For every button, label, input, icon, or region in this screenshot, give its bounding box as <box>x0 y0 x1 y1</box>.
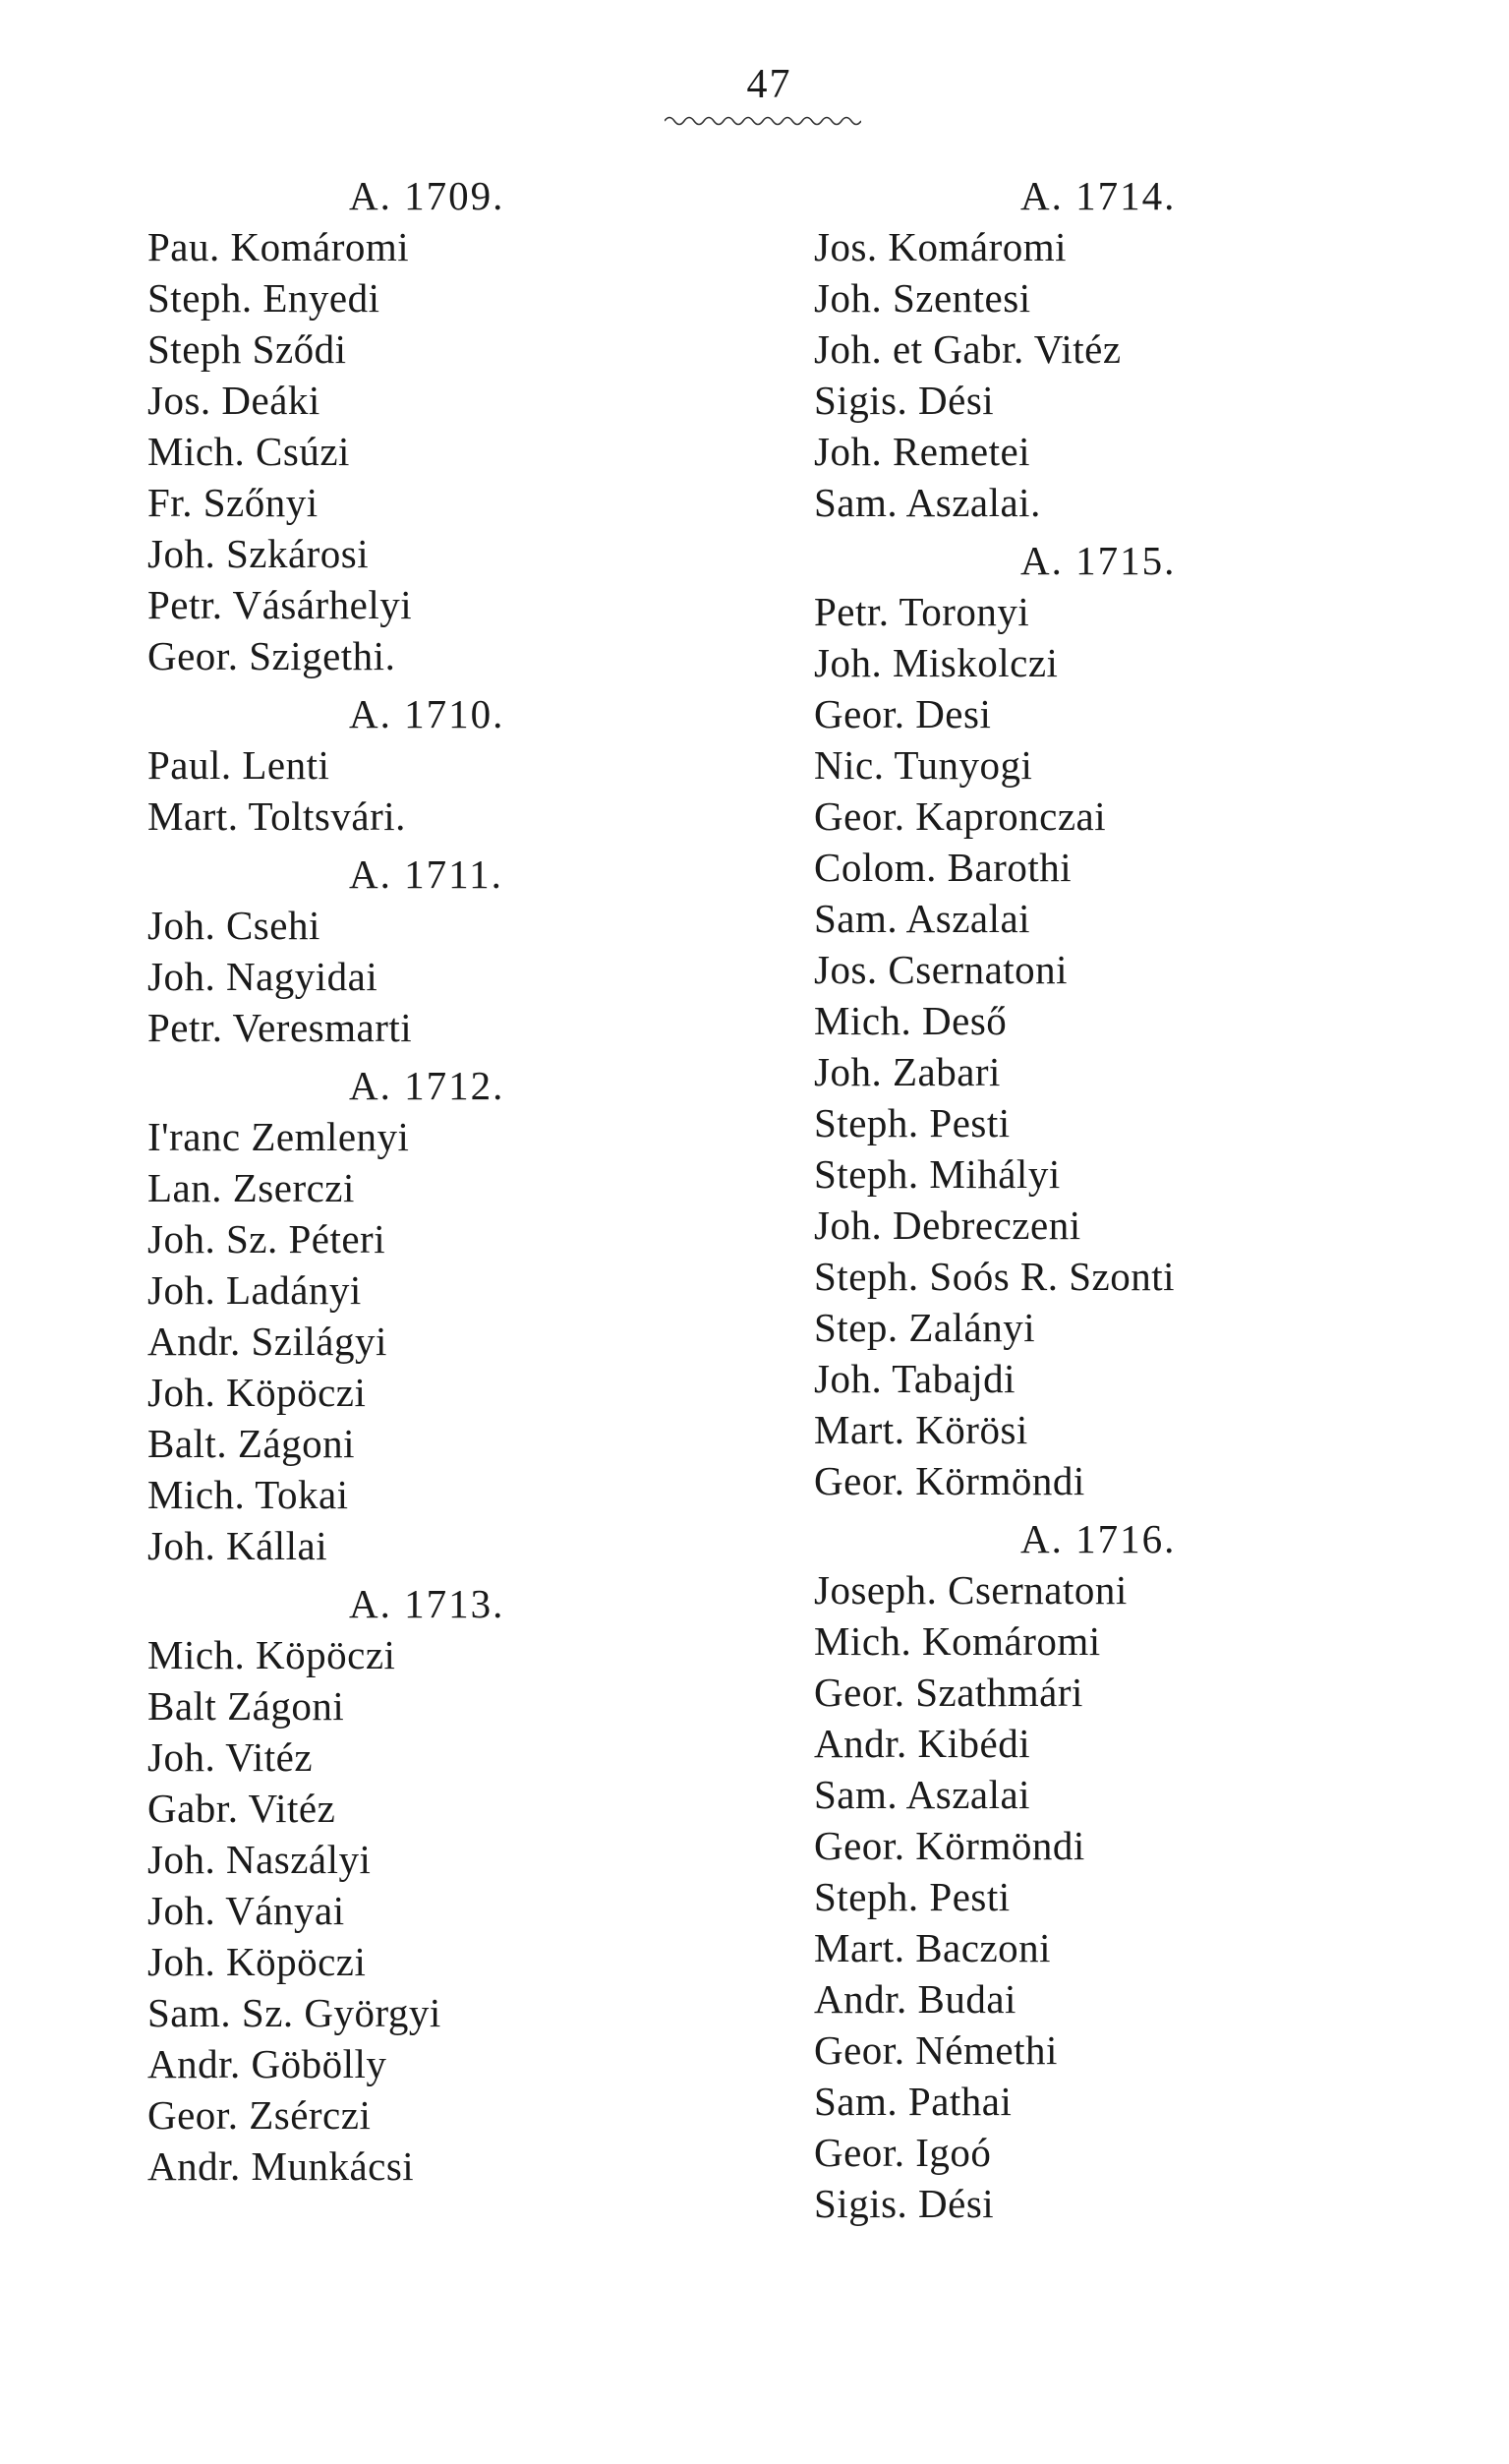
name-entry: Geor. Szigethi. <box>147 633 396 678</box>
year-heading: A. 1709. <box>349 173 505 218</box>
name-entry: Sam. Aszalai <box>814 896 1031 941</box>
name-entry: Mich. Köpöczi <box>147 1632 396 1677</box>
name-entry: Jos. Komáromi <box>814 224 1068 269</box>
name-entry: Steph. Mihályi <box>814 1151 1061 1197</box>
name-entry: Geor. Igoó <box>814 2130 992 2175</box>
name-entry: Sigis. Dési <box>814 378 995 423</box>
name-entry: Steph. Pesti <box>814 1874 1011 1919</box>
name-entry: Colom. Barothi <box>814 845 1073 890</box>
wavy-rule-ornament <box>665 114 861 128</box>
section-gap <box>147 842 560 850</box>
name-entry: Petr. Toronyi <box>814 589 1030 634</box>
name-entry: Joh. Ladányi <box>147 1267 362 1313</box>
name-entry: Andr. Kibédi <box>814 1721 1031 1766</box>
left-column <box>147 171 560 2192</box>
year-heading: A. 1714. <box>1020 173 1177 218</box>
name-entry: Balt Zágoni <box>147 1683 345 1729</box>
name-entry: Mich. Csúzi <box>147 429 350 474</box>
name-entry: Steph. Pesti <box>814 1100 1011 1145</box>
name-entry: Joh. Zabari <box>814 1049 1001 1094</box>
name-entry: Joh. Szentesi <box>814 275 1031 321</box>
section-gap <box>147 681 560 689</box>
name-entry: Mart. Baczoni <box>814 1925 1052 1970</box>
name-entry: Step. Zalányi <box>814 1305 1036 1350</box>
name-entry: Geor. Körmöndi <box>814 1823 1085 1868</box>
name-entry: Joh. Csehi <box>147 903 320 948</box>
name-entry: Mart. Toltsvári. <box>147 793 406 839</box>
section-gap <box>147 1053 560 1061</box>
year-heading: A. 1713. <box>349 1581 505 1626</box>
name-entry: Andr. Szilágyi <box>147 1319 387 1364</box>
right-column <box>814 171 1247 2229</box>
year-heading: A. 1711. <box>349 851 503 897</box>
page-number: 47 <box>746 62 792 107</box>
section-gap <box>814 1506 1247 1514</box>
name-entry: Joh. Vitéz <box>147 1734 314 1780</box>
name-entry: Joh. Ványai <box>147 1888 345 1933</box>
name-entry: Lan. Zserczi <box>147 1165 355 1210</box>
name-entry: Mich. Deső <box>814 998 1008 1043</box>
name-entry: Jos. Deáki <box>147 378 320 423</box>
name-entry: Balt. Zágoni <box>147 1421 355 1466</box>
name-entry: I'ranc Zemlenyi <box>147 1114 410 1159</box>
name-entry: Sam. Aszalai <box>814 1772 1031 1817</box>
name-entry: Joh. Tabajdi <box>814 1356 1016 1401</box>
name-entry: Steph Sződi <box>147 326 347 372</box>
name-entry: Gabr. Vitéz <box>147 1786 336 1831</box>
name-entry: Petr. Vásárhelyi <box>147 582 413 627</box>
name-entry: Joh. Köpöczi <box>147 1939 367 1984</box>
name-entry: Sigis. Dési <box>814 2181 995 2226</box>
name-entry: Joh. Nagyidai <box>147 954 378 999</box>
name-entry: Fr. Szőnyi <box>147 480 319 525</box>
name-entry: Joh. Szkárosi <box>147 531 370 576</box>
name-entry: Geor. Zsérczi <box>147 2092 372 2138</box>
name-entry: Petr. Veresmarti <box>147 1005 413 1050</box>
year-heading: A. 1716. <box>1020 1516 1177 1561</box>
name-entry: Sam. Sz. Györgyi <box>147 1990 441 2035</box>
name-entry: Sam. Aszalai. <box>814 480 1041 525</box>
year-heading: A. 1715. <box>1020 538 1177 583</box>
year-heading: A. 1712. <box>349 1063 505 1108</box>
name-entry: Mart. Körösi <box>814 1407 1028 1452</box>
name-entry: Andr. Göbölly <box>147 2041 387 2086</box>
name-entry: Andr. Budai <box>814 1976 1016 2022</box>
name-entry: Geor. Körmöndi <box>814 1458 1085 1503</box>
name-entry: Joh. Debreczeni <box>814 1203 1081 1248</box>
name-entry: Jos. Csernatoni <box>814 947 1069 992</box>
name-entry: Steph. Soós R. Szonti <box>814 1254 1176 1299</box>
name-entry: Sam. Pathai <box>814 2079 1013 2124</box>
name-entry: Joh. Naszályi <box>147 1837 372 1882</box>
name-entry: Geor. Desi <box>814 691 992 736</box>
name-entry: Pau. Komáromi <box>147 224 410 269</box>
section-gap <box>147 1571 560 1579</box>
name-entry: Joseph. Csernatoni <box>814 1567 1128 1613</box>
name-entry: Joh. Kállai <box>147 1523 328 1568</box>
name-entry: Geor. Szathmári <box>814 1670 1083 1715</box>
section-gap <box>814 528 1247 536</box>
name-entry: Mich. Tokai <box>147 1472 349 1517</box>
name-entry: Nic. Tunyogi <box>814 742 1033 788</box>
name-entry: Paul. Lenti <box>147 742 330 788</box>
name-entry: Andr. Munkácsi <box>147 2143 415 2189</box>
name-entry: Joh. Sz. Péteri <box>147 1216 386 1261</box>
name-entry: Joh. Remetei <box>814 429 1031 474</box>
name-entry: Steph. Enyedi <box>147 275 380 321</box>
name-entry: Geor. Némethi <box>814 2027 1058 2073</box>
year-heading: A. 1710. <box>349 691 505 736</box>
name-entry: Mich. Komáromi <box>814 1618 1101 1664</box>
name-entry: Joh. et Gabr. Vitéz <box>814 326 1122 372</box>
name-entry: Joh. Miskolczi <box>814 640 1059 685</box>
name-entry: Geor. Kapronczai <box>814 793 1107 839</box>
name-entry: Joh. Köpöczi <box>147 1370 367 1415</box>
